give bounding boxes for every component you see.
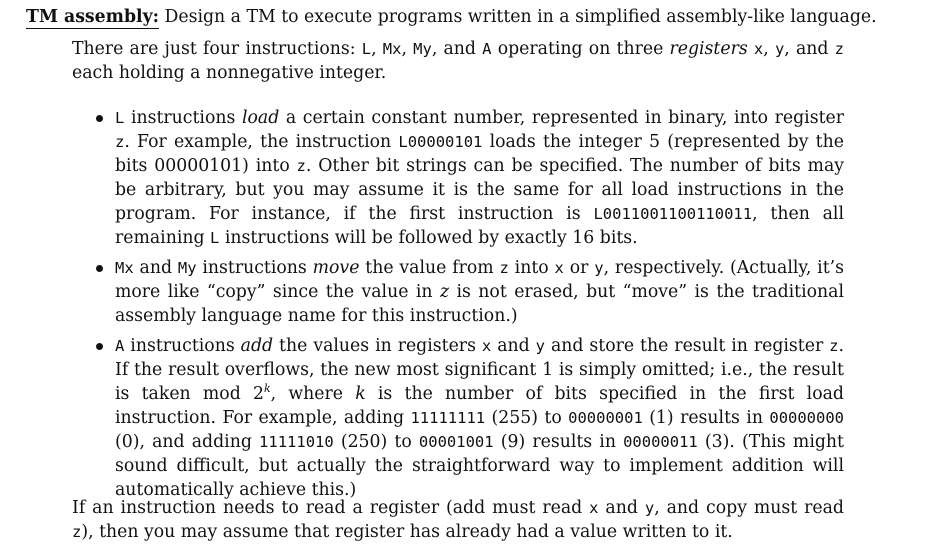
code-my: My — [177, 259, 197, 277]
load-term: load — [241, 108, 280, 128]
item-text: , then all remaining — [115, 204, 844, 248]
k-variable: k — [355, 384, 366, 404]
item-text: the value from — [359, 258, 500, 278]
bullet-icon — [96, 343, 103, 350]
code-y: y — [644, 499, 655, 517]
item-text: is not erased, but “move” is the traditional assembly language name for this instruction.) — [115, 282, 844, 326]
heading-title: TM assembly: — [26, 7, 160, 27]
item-text: a certain constant number, represented in binary, into register — [279, 108, 844, 128]
add-term: add — [240, 336, 274, 356]
code-z: z — [72, 523, 82, 541]
item-text: . If the result overflows, the new most significant 1 is simply omitted; i.e., the result is taken mod 2 — [115, 336, 845, 404]
instruction-list — [96, 106, 844, 508]
heading-subtitle: Design a TM to execute programs written in a simplified assembly-like language. — [164, 7, 877, 27]
code-l: L — [361, 40, 372, 58]
item-text: instructions will be followed by exactly 16 bits. — [219, 228, 638, 248]
code-my: My — [413, 40, 432, 58]
closing-paragraph — [72, 496, 844, 544]
item-text: . Other bit strings can be specified. The number of bits may be arbitrary, but you may assume it is the same for all load instructions in the program. For instance, if the first instruction is — [115, 156, 845, 224]
list-item-load — [96, 106, 844, 250]
item-text: instructions — [124, 108, 242, 128]
intro-text: , — [401, 39, 414, 59]
item-text: is the number of bits specified in the first load instruction. For example, adding — [115, 384, 844, 428]
item-text: (1) results in — [642, 408, 770, 428]
item-text: , respectively. (Actually, it’s more like “copy” since the value in — [115, 258, 845, 302]
code-z: z — [499, 259, 509, 277]
item-text: loads the integer 5 (represented by the bits 00000101) into — [115, 132, 844, 176]
item-text: (250) to — [333, 432, 419, 452]
intro-text: There are just four instructions: — [72, 39, 362, 59]
item-text: (3). (This might sound difficult, but actually the straightforward way to implement addition will automatically achieve this.) — [115, 432, 844, 500]
list-item-add — [96, 334, 844, 502]
item-text: and store the result in register — [545, 336, 830, 356]
item-text: or — [563, 258, 595, 278]
item-text: , where — [270, 384, 356, 404]
z-variable: z — [439, 282, 450, 302]
item-text: (255) to — [485, 408, 569, 428]
intro-text: , — [371, 39, 383, 59]
code-binary: 00001001 — [418, 433, 494, 451]
item-text: instructions — [124, 336, 241, 356]
closing-text: and — [598, 498, 645, 518]
code-mx: Mx — [115, 259, 134, 277]
intro-text: , — [763, 39, 775, 59]
code-z: z — [115, 133, 125, 151]
bullet-icon — [96, 115, 103, 122]
code-z: z — [829, 337, 839, 355]
item-text: into — [508, 258, 555, 278]
intro-paragraph — [72, 37, 844, 85]
code-a: A — [115, 337, 125, 355]
bullet-icon — [96, 265, 103, 272]
closing-text: If an instruction needs to read a register (add must read — [72, 498, 590, 518]
code-binary: 00000001 — [568, 409, 643, 427]
code-mx: Mx — [382, 40, 402, 58]
code-binary: 11111010 — [259, 433, 334, 451]
code-x: x — [554, 259, 564, 277]
item-text: instructions — [196, 258, 313, 278]
code-example: L00000101 — [398, 133, 483, 151]
code-a: A — [482, 40, 492, 58]
list-item-move — [96, 256, 844, 328]
heading-line — [26, 5, 926, 29]
code-binary: 11111111 — [410, 409, 486, 427]
item-text: and — [491, 336, 536, 356]
item-text: . For example, the instruction — [124, 132, 399, 152]
intro-text: , and — [431, 39, 483, 59]
intro-text: operating on three — [491, 39, 670, 59]
closing-text: ), then you may assume that register has already had a value written to it. — [81, 522, 733, 542]
code-x: x — [753, 40, 764, 58]
registers-term: registers — [669, 39, 748, 59]
closing-text: , and copy must read — [654, 498, 844, 518]
exponent-k: k — [263, 382, 271, 396]
intro-text: each holding a nonnegative integer. — [72, 63, 387, 83]
item-text: and — [133, 258, 178, 278]
code-l: L — [210, 229, 220, 247]
code-l: L — [115, 109, 125, 127]
code-x: x — [589, 499, 599, 517]
code-y: y — [535, 337, 545, 355]
code-y: y — [774, 40, 785, 58]
intro-text: , and — [784, 39, 835, 59]
code-y: y — [594, 259, 604, 277]
code-binary: 00000011 — [623, 433, 698, 451]
code-x: x — [481, 337, 492, 355]
move-term: move — [312, 258, 360, 278]
code-z: z — [834, 40, 844, 58]
code-example: L0011001100110011 — [593, 205, 753, 223]
item-text: (0), and adding — [115, 432, 260, 452]
code-z: z — [296, 157, 306, 175]
item-text: the values in registers — [273, 336, 482, 356]
item-text: (9) results in — [493, 432, 624, 452]
code-binary: 00000000 — [769, 409, 845, 427]
